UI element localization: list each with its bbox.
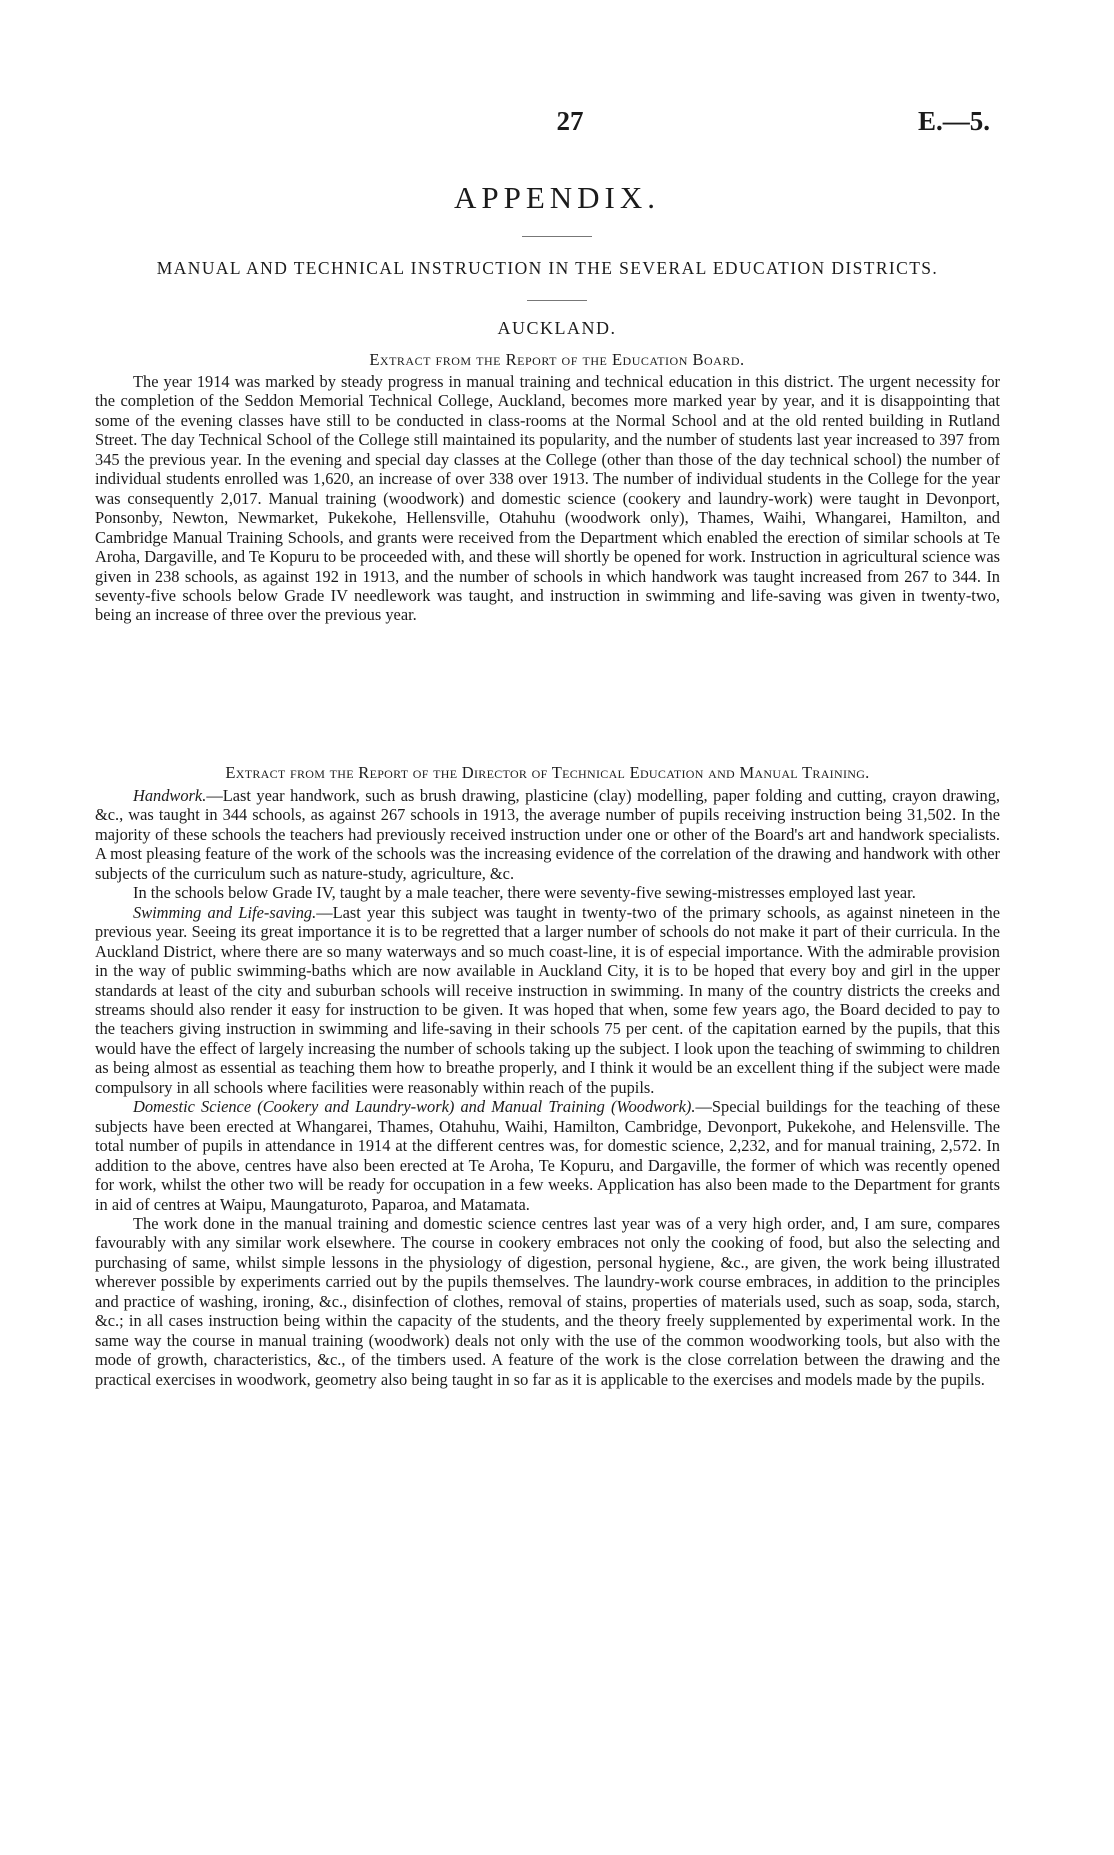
domestic-science-text: —Special buildings for the teaching of these subjects have been erected at Whangarei, Thames, Otahuhu, Waihi, Hamilton, Cambridge, Devonport, Pukekohe, and Helensville. The total number of pupils in attendance in 1914 at the different centres was, for domestic science, 2,232, and for manual training, 2,572. In addition to the above, centres have also been erected at Te Aroha, Te Kopuru, and Dargaville, the former of which was recently opened for work, whilst the other two will be ready for occupation in a few weeks. Application has also been made to the Department for grants in aid of centres at Waipu, Maungaturoto, Paparoa, and Matamata.: [95, 1097, 1000, 1214]
director-report-section: [95, 786, 1000, 1389]
main-heading: MANUAL AND TECHNICAL INSTRUCTION IN THE SEVERAL EDUCATION DISTRICTS.: [156, 258, 939, 278]
handwork-label: Handwork.: [133, 786, 207, 805]
appendix-title: APPENDIX.: [453, 180, 661, 215]
handwork-text: —Last year handwork, such as brush drawing, plasticine (clay) modelling, paper folding and cutting, crayon drawing, &c., was taught in 344 schools, as against 267 schools in 1913, the average number of pupils receiving instruction being 31,502. In the majority of these schools the teachers had previously received instruction under one or other of the Board's art and handwork specialists. A most pleasing feature of the work of the schools was the increasing evidence of the correlation of the drawing and handwork with other subjects of the curriculum such as nature-study, agriculture, &c.: [95, 786, 1000, 883]
heading-divider: [527, 300, 587, 301]
swimming-text: —Last year this subject was taught in twenty-two of the primary schools, as against nineteen in the previous year. Seeing its great importance it is to be regretted that a larger number of schools do not make it part of their curricula. In the Auckland District, where there are so many waterways and so much coast-line, it is of especial importance. With the admirable provision in the way of public swimming-baths which are now available in Auckland City, it is to be hoped that every boy and girl in the upper standards at least of the city and suburban schools will receive instruction in swimming. In many of the country districts the creeks and streams should also render it easy for instruction to be given. It was hoped that when, some few years ago, the Board decided to pay to the teachers giving instruction in swimming and life-saving in their schools 75 per cent. of the capitation earned by the pupils, that this would have the effect of largely increasing the number of schools taking up the subject. I look upon the teaching of swimming to children as being almost as essential as teaching them how to breathe properly, and I think it would be an excellent thing if the subject were made compulsory in all schools where facilities were reasonably within reach of the pupils.: [95, 902, 1000, 1097]
page-reference: E.—5.: [917, 106, 990, 136]
handwork-paragraph: [95, 786, 1000, 883]
domestic-science-label: Domestic Science (Cookery and Laundry-work) and Manual Training (Woodwork).: [133, 1097, 696, 1117]
extract-heading-director-report: Extract from the Report of the Director of Technical Education and Manual Training.: [225, 763, 870, 782]
work-done-paragraph: The work done in the manual training and domestic science centres last year was of a very high order, and, I am sure, compares favourably with any similar work elsewhere. The course in cookery embraces not only the cooking of food, but also the selecting and purchasing of same, whilst simple lessons in the physiology of digestion, personal hygiene, &c., are given, the work being illustrated wherever possible by experiments carried out by the pupils themselves. The laundry-work course embraces, in addition to the principles and practice of washing, ironing, &c., disinfection of clothes, removal of stains, properties of materials used, such as soap, soda, starch, &c.; in all cases instruction being within the capacity of the students, and the theory freely supplemented by experimental work. In the same way the course in manual training (woodwork) deals not only with the use of the common woodworking tools, but also with the mode of growth, characteristics, &c., of the timbers used. A feature of the work is the close correlation between the drawing and the practical exercises in woodwork, geometry also being taught in so far as it is applicable to the exercises and models made by the pupils.: [95, 1213, 1000, 1389]
education-board-section: [95, 372, 1000, 625]
page-number: 27: [556, 106, 584, 136]
swimming-paragraph: [95, 903, 1000, 1098]
education-board-paragraph: The year 1914 was marked by steady progress in manual training and technical education in this district. The urgent necessity for the completion of the Seddon Memorial Technical College, Auckland, becomes more marked year by year, and it is disappointing that some of the evening classes have still to be conducted in class-rooms at the Normal School and at the old rented building in Rutland Street. The day Technical School of the College still maintained its popularity, and the number of students last year increased to 397 from 345 the previous year. In the evening and special day classes at the College (other than those of the day technical school) the number of individual students enrolled was 1,620, an increase of over 338 over 1913. The number of individual students in the College for the year was consequently 2,017. Manual training (woodwork) and domestic science (cookery and laundry-work) were taught in Devonport, Ponsonby, Newton, Newmarket, Pukekohe, Hellensville, Otahuhu (woodwork only), Thames, Waihi, Whangarei, Hamilton, and Cambridge Manual Training Schools, and grants were received from the Department which enabled the erection of similar schools at Te Aroha, Dargaville, and Te Kopuru to be proceeded with, and these will shortly be opened for work. Instruction in agricultural science was given in 238 schools, as against 192 in 1913, and the number of schools in which handwork was taught increased from 267 to 344. In seventy-five schools below Grade IV needlework was taught, and instruction in swimming and life-saving was given in twenty-two, being an increase of three over the previous year.: [95, 372, 1000, 625]
swimming-label: Swimming and Life-saving.: [133, 902, 317, 922]
title-divider: [522, 236, 592, 237]
district-heading: AUCKLAND.: [497, 318, 617, 338]
domestic-science-paragraph: [95, 1097, 1000, 1214]
extract-heading-education-board: Extract from the Report of the Education Board.: [369, 350, 745, 369]
sewing-paragraph: In the schools below Grade IV, taught by a male teacher, there were seventy-five sewing-mistresses employed last year.: [133, 883, 916, 903]
